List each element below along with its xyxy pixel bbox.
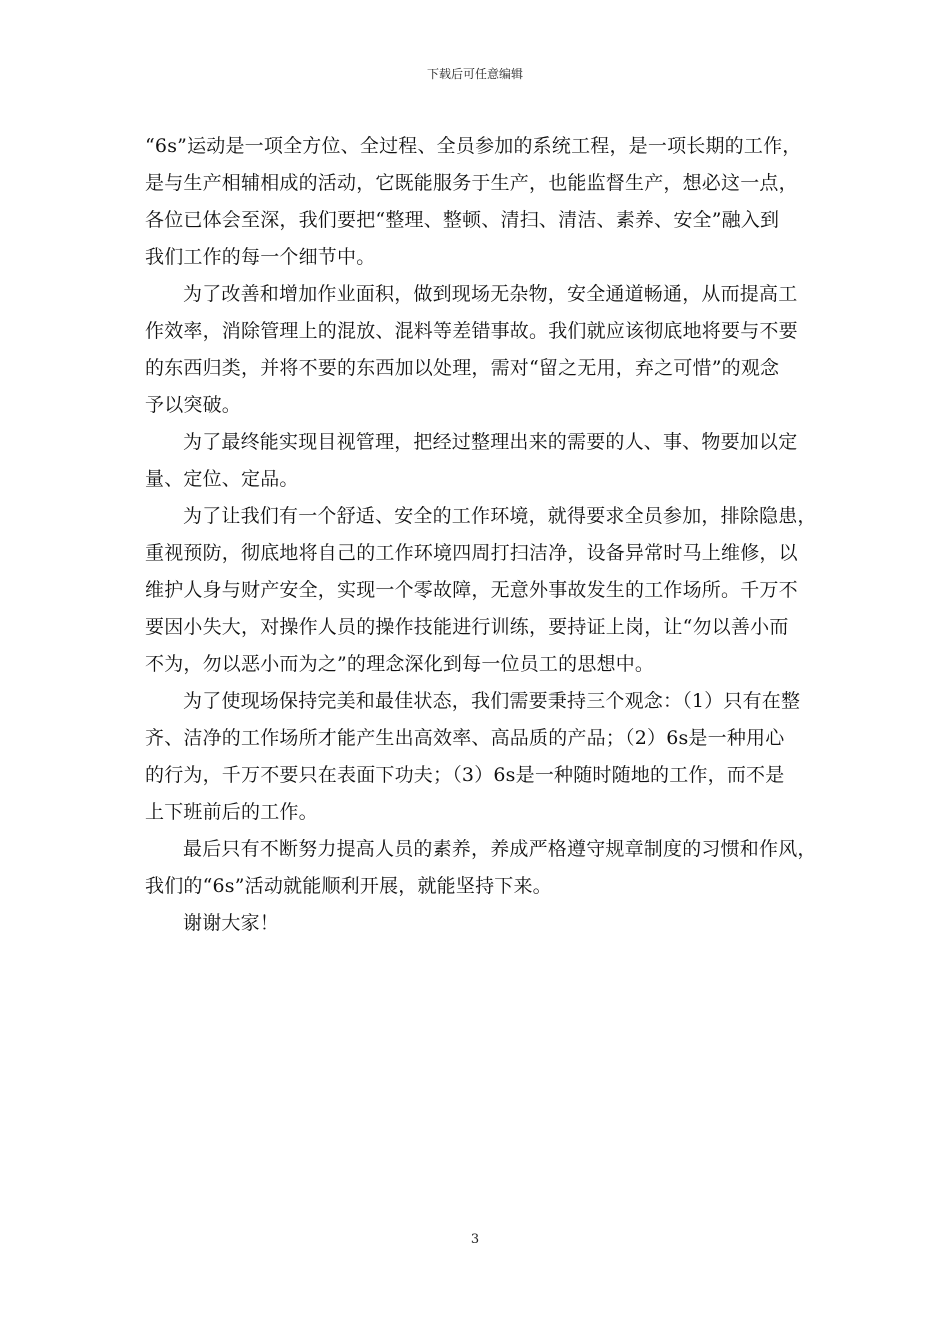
text-line: 为了最终能实现目视管理，把经过整理出来的需要的人、事、物要加以定 [183,431,798,453]
text-line: 不为，勿以恶小而为之”的理念深化到每一位员工的思想中。 [145,653,655,675]
text-line: 是与生产相辅相成的活动，它既能服务于生产，也能监督生产，想必这一点， [145,172,798,194]
text-line: 谢谢大家！ [183,912,280,934]
text-line: 齐、洁净的工作场所才能产生出高效率、高品质的产品；（2）6s是一种用心 [145,727,785,749]
text-line: 为了让我们有一个舒适、安全的工作环境，就得要求全员参加，排除隐患， [183,505,817,527]
text-line: 我们的“6s”活动就能顺利开展，就能坚持下来。 [145,875,552,897]
text-line: 作效率，消除管理上的混放、混料等差错事故。我们就应该彻底地将要与不要 [145,320,798,342]
text-line: 维护人身与财产安全，实现一个零故障，无意外事故发生的工作场所。千万不 [145,579,798,601]
text-line: 量、定位、定品。 [145,468,299,490]
text-line: 为了改善和增加作业面积，做到现场无杂物，安全通道畅通，从而提高工 [183,283,798,305]
text-line: 重视预防，彻底地将自己的工作环境四周打扫洁净，设备异常时马上维修，以 [145,542,798,564]
text-line: “6s”运动是一项全方位、全过程、全员参加的系统工程，是一项长期的工作， [145,135,802,157]
text-line: 的行为，千万不要只在表面下功夫；（3）6s是一种随时随地的工作，而不是 [145,764,785,786]
text-line: 最后只有不断努力提高人员的素养，养成严格遵守规章制度的习惯和作风， [183,838,817,860]
page-number: 3 [470,1232,480,1247]
document-body [145,128,817,942]
paragraph-6 [145,831,817,905]
paragraph-1 [145,128,809,276]
paragraph-2 [145,276,809,424]
paragraph-4 [145,498,817,683]
text-line: 我们工作的每一个细节中。 [145,246,376,268]
text-line: 上下班前后的工作。 [145,801,318,823]
text-line: 要因小失大，对操作人员的操作技能进行训练，要持证上岗，让“勿以善小而 [145,616,789,638]
text-line: 为了使现场保持完美和最佳状态，我们需要秉持三个观念：（1）只有在整 [183,690,801,712]
text-line: 各位已体会至深，我们要把“整理、整顿、清扫、清洁、素养、安全”融入到 [145,209,780,231]
text-line: 予以突破。 [145,394,242,416]
paragraph-3 [145,424,809,498]
text-line: 的东西归类，并将不要的东西加以处理，需对“留之无用，弃之可惜”的观念 [145,357,780,379]
paragraph-7 [145,905,809,942]
page-header: 下载后可任意编辑 [426,67,523,81]
paragraph-5 [145,683,809,831]
